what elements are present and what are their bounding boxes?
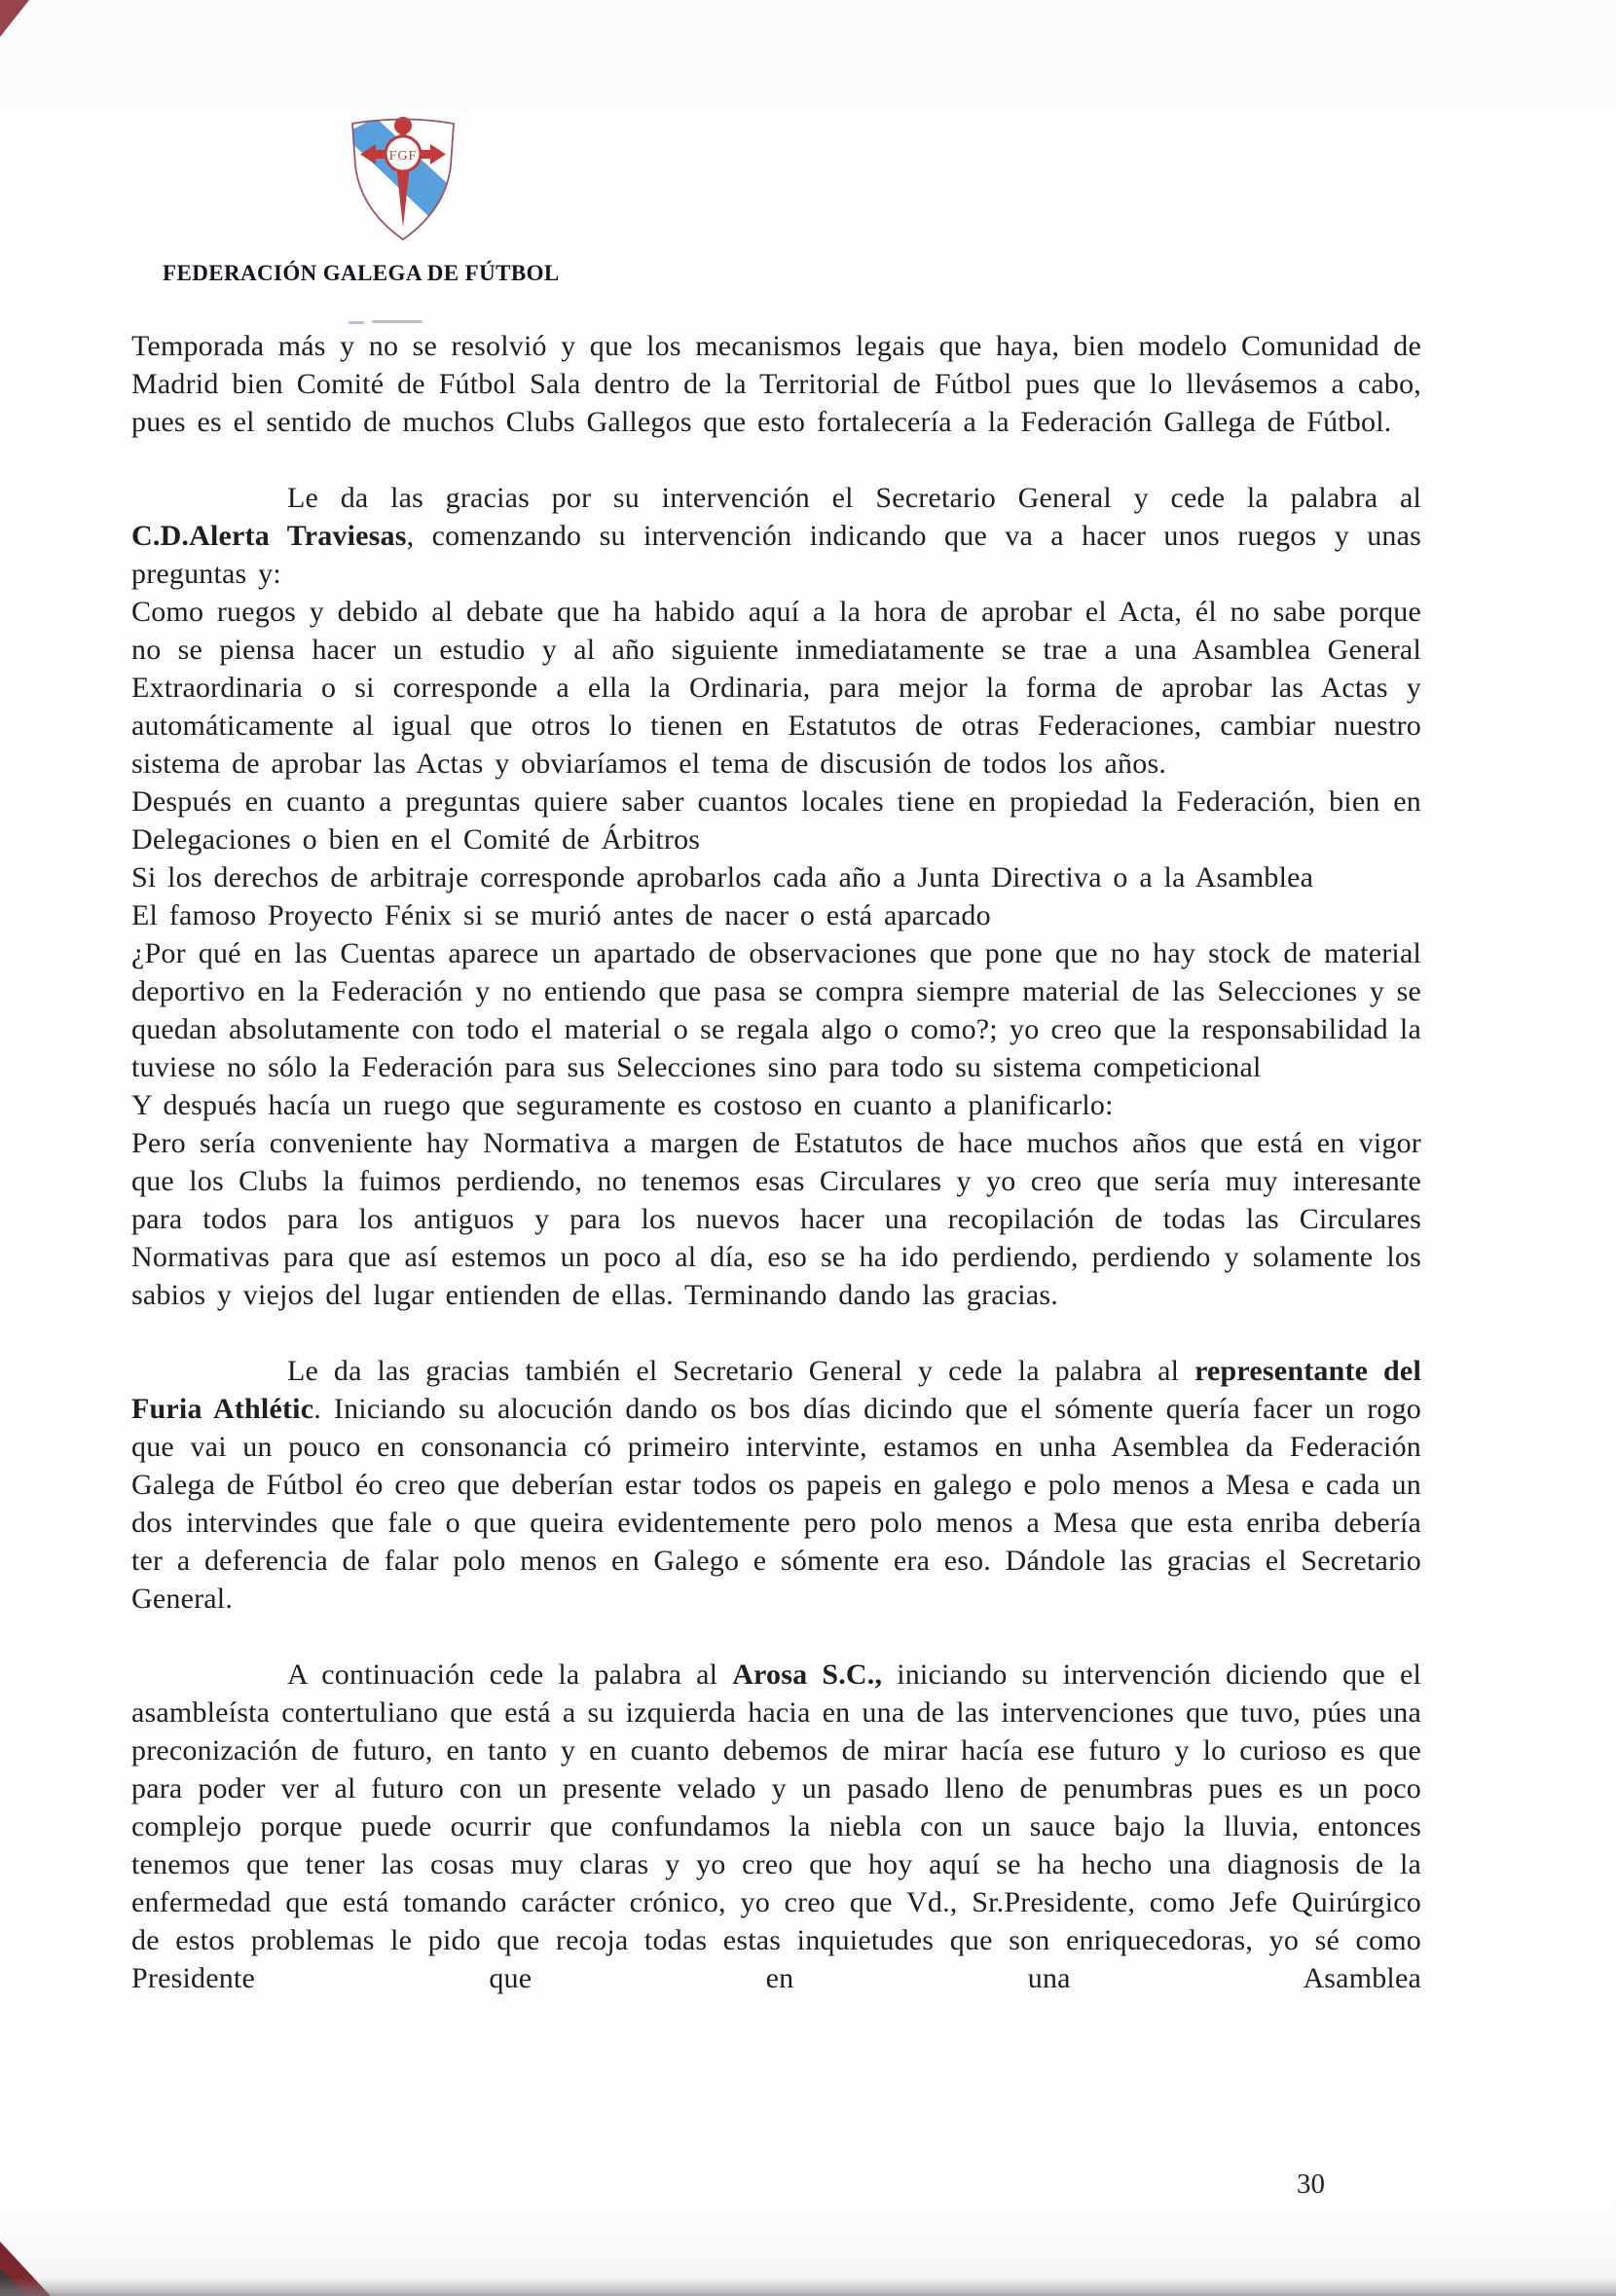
text-segment: Pero sería conveniente hay Normativa a margen de Estatutos de hace muchos años que está en vigor que los Clubs la fuimos perdiendo, no tenemos esas Circulares y yo creo que sería muy interesante para todos para los antiguos y para los nuevos hacer una recopilación de todas las Circulares Normativas para que así estemos un poco al día, eso se ha ido perdiendo, perdiendo y solamente los sabios y viejos del lugar entienden de ellas. Terminando dando las gracias. <box>131 1127 1421 1311</box>
paragraph <box>131 1656 1421 1997</box>
text-segment: Y después hacía un ruego que seguramente es costoso en cuanto a planificarlo: <box>131 1089 1114 1121</box>
underline-mark <box>349 321 364 324</box>
text-segment: Después en cuanto a preguntas quiere saber cuantos locales tiene en propiedad la Federación, bien en Delegaciones o bien en el Comité de Árbitros <box>131 785 1421 856</box>
org-name: FEDERACIÓN GALEGA DE FÚTBOL <box>163 261 560 285</box>
text-segment: Le da las gracias por su intervención el Secretario General y cede la palabra al C.D.Alerta Traviesas, comenzando su intervención indicando que va a hacer unos ruegos y unas preguntas y: <box>131 482 1421 590</box>
text-segment: Temporada más y no se resolvió y que los mecanismos legais que haya, bien modelo Comunidad de Madrid bien Comité de Fútbol Sala dentro de la Territorial de Fútbol pues que lo llevásemos a cabo, pues es el sentido de muchos Clubs Gallegos que esto fortalecería a la Federación Gallega de Fútbol. <box>131 330 1421 438</box>
scan-artifact-bottom-edge <box>0 2278 1616 2296</box>
fgf-crest-logo <box>343 109 463 245</box>
monogram-text: FGF <box>388 149 418 164</box>
text-segment: El famoso Proyecto Fénix si se murió antes de nacer o está aparcado <box>131 899 991 931</box>
scan-artifact-top-left <box>0 0 29 37</box>
scan-artifact-bottom-left-dark <box>0 2268 27 2296</box>
text-segment: Le da las gracias también el Secretario General y cede la palabra al representante del Furia Athlétic. Iniciando su alocución dando os bos días dicindo que el sómente quería facer un rogo que vai un pouco en consonancia có primeiro intervinte, estamos en unha Asemblea da Federación Galega de Fútbol éo creo que deberían estar todos os papeis en galego e polo menos a Mesa e cada un dos intervindes que fale o que queira evidentemente pero polo menos a Mesa que esta enriba debería ter a deferencia de falar polo menos en Galego e sómente era eso. Dándole las gracias el Secretario General. <box>131 1355 1421 1615</box>
underline-mark <box>372 320 422 323</box>
text-segment: Si los derechos de arbitraje corresponde aprobarlos cada año a Junta Directiva o a la Asamblea <box>131 861 1314 893</box>
paragraph <box>131 1352 1421 1618</box>
document-body <box>131 327 1421 1997</box>
text-segment: Como ruegos y debido al debate que ha habido aquí a la hora de aprobar el Acta, él no sabe porque no se piensa hacer un estudio y al año siguiente inmediatamente se trae a una Asamblea General Extraordinaria o si corresponde a ella la Ordinaria, para mejor la forma de aprobar las Actas y automáticamente al igual que otros lo tienen en Estatutos de otras Federaciones, cambiar nuestro sistema de aprobar las Actas y obviaríamos el tema de discusión de todos los años. <box>131 596 1421 780</box>
paragraph <box>131 479 1421 1314</box>
scan-artifact-bottom-left <box>0 2241 51 2296</box>
paragraph <box>131 327 1421 441</box>
text-segment: A continuación cede la palabra al Arosa S.C., iniciando su intervención diciendo que el asambleísta contertuliano que está a su izquierda hacia en una de las intervenciones que tuvo, púes una preconización de futuro, en tanto y en cuanto debemos de mirar hacía ese futuro y lo curioso es que para poder ver al futuro con un presente velado y un pasado lleno de penumbras pues es un poco complejo porque puede ocurrir que confundamos la niebla con un sauce bajo la lluvia, entonces tenemos que tener las cosas muy claras y yo creo que hoy aquí se ha hecho una diagnosis de la enfermedad que está tomando carácter crónico, yo creo que Vd., Sr.Presidente, como Jefe Quirúrgico de estos problemas le pido que recoja todas estas inquietudes que son enriquecedoras, yo sé como Presidente que en una Asamblea <box>131 1658 1421 1994</box>
text-segment: ¿Por qué en las Cuentas aparece un apartado de observaciones que pone que no hay stock de material deportivo en la Federación y no entiendo que pasa se compra siempre material de las Selecciones y se quedan absolutamente con todo el material o se regala algo o como?; yo creo que la responsabilidad la tuviese no sólo la Federación para sus Selecciones sino para todo su sistema competicional <box>131 937 1421 1083</box>
page-number: 30 <box>1297 2168 1325 2200</box>
